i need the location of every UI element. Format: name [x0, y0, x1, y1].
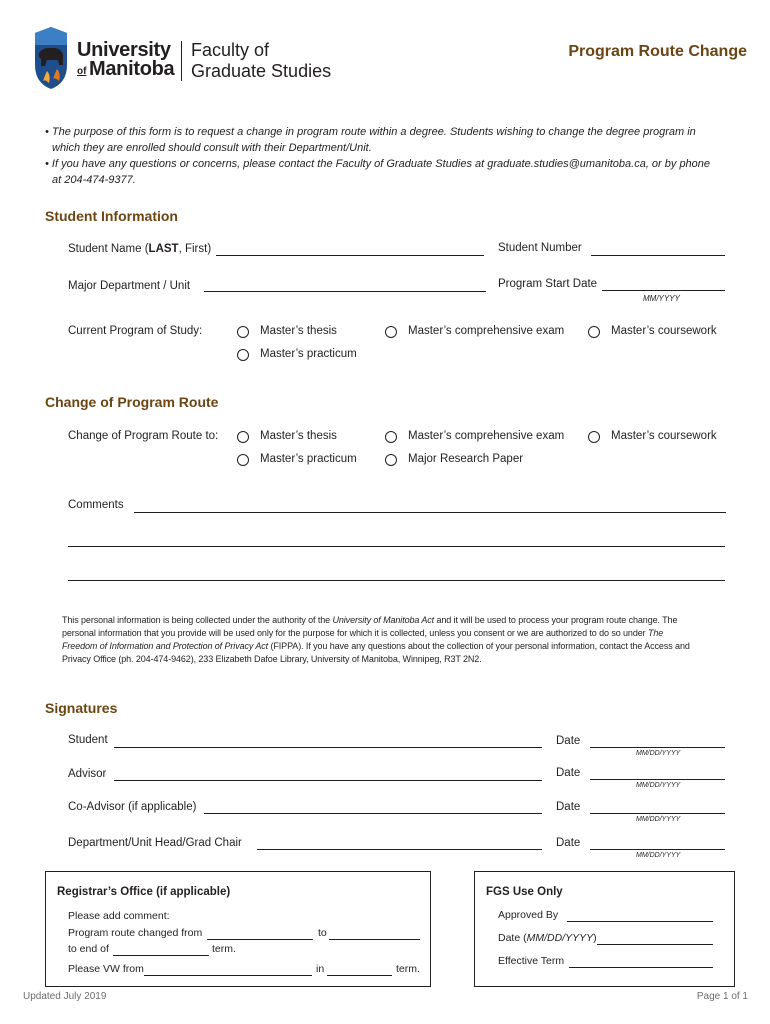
fgs-date-label [498, 932, 597, 944]
sig-coadvisor-label: Co-Advisor (if applicable) [68, 801, 197, 813]
registrar-add-comment: Please add comment: [68, 910, 170, 922]
sig-coadvisor-date-label: Date [556, 801, 581, 813]
logo-divider [181, 41, 182, 81]
start-date-input[interactable] [602, 278, 725, 291]
comments-label: Comments [68, 499, 124, 511]
signatures-heading: Signatures [45, 700, 118, 716]
fgs-date-label-post: ) [593, 932, 597, 944]
registrar-title: Registrar’s Office (if applicable) [57, 886, 231, 898]
student-name-label [68, 243, 211, 255]
sig-advisor-input[interactable] [114, 768, 542, 781]
current-thesis-label: Master’s thesis [260, 325, 337, 337]
comments-line-3[interactable] [68, 568, 725, 581]
faculty-line1: Faculty of [191, 40, 270, 60]
registrar-changed-from-input[interactable] [207, 929, 313, 940]
fgs-effective-term-label: Effective Term [498, 955, 565, 967]
registrar-end-term-input[interactable] [113, 945, 209, 956]
registrar-vw-term-input[interactable] [327, 965, 392, 976]
major-input[interactable] [204, 279, 486, 292]
university-logo [33, 25, 333, 91]
registrar-to-end-of-label: to end of [68, 943, 109, 955]
change-route-label: Change of Program Route to: [68, 430, 219, 442]
registrar-changed-to-input[interactable] [329, 929, 420, 940]
change-mrp-radio[interactable] [385, 454, 397, 466]
sig-head-input[interactable] [257, 837, 542, 850]
current-comprehensive-radio[interactable] [385, 326, 397, 338]
registrar-term-label: term. [212, 943, 236, 955]
intro-bullet-1-cont: which they are enrolled should consult with their Department/Unit. [52, 142, 372, 154]
privacy-notice [62, 614, 732, 666]
registrar-in-label: in [316, 963, 325, 975]
current-practicum-label: Master’s practicum [260, 348, 357, 360]
fgs-approved-by-label: Approved By [498, 909, 559, 921]
change-mrp-label: Major Research Paper [408, 453, 524, 465]
student-number-label: Student Number [498, 242, 582, 254]
privacy-p3: (FIPPA). If you have any questions about the collection of your personal information, contact the Access and [268, 641, 690, 651]
fgs-date-input[interactable] [597, 934, 713, 945]
change-thesis-radio[interactable] [237, 431, 249, 443]
footer-page: Page 1 of 1 [696, 991, 748, 1002]
footer-updated: Updated July 2019 [23, 991, 107, 1002]
change-coursework-radio[interactable] [588, 431, 600, 443]
student-name-label-bold: LAST [148, 243, 179, 255]
registrar-term2-label: term. [396, 963, 420, 975]
fgs-date-label-pre: Date ( [498, 932, 527, 944]
fgs-date-label-italic: MM/DD/YYYY [526, 932, 594, 944]
change-route-heading: Change of Program Route [45, 394, 219, 410]
comments-line-1[interactable] [134, 500, 726, 513]
current-coursework-radio[interactable] [588, 326, 600, 338]
sig-advisor-date-hint: MM/DD/YYYY [636, 782, 681, 789]
registrar-box [45, 871, 431, 987]
change-practicum-radio[interactable] [237, 454, 249, 466]
registrar-vw-label: Please VW from [68, 963, 144, 975]
university-line2-prefix: of [77, 66, 87, 77]
current-practicum-radio[interactable] [237, 349, 249, 361]
privacy-p3-italic: Freedom of Information and Protection of Privacy Act [62, 641, 269, 651]
sig-student-date-input[interactable] [590, 735, 725, 748]
privacy-p4: Privacy Office (ph. 204-474-9462), 233 Elizabeth Dafoe Library, University of Manitoba, Winnipeg, R3T 2N2. [62, 654, 482, 664]
registrar-to-label: to [318, 927, 327, 939]
form-title: Program Route Change [568, 43, 747, 60]
privacy-p1-end: and it will be used to process your program route change. The [434, 615, 678, 625]
start-date-hint: MM/YYYY [643, 294, 680, 303]
student-name-input[interactable] [216, 243, 484, 256]
faculty-line2: Graduate Studies [191, 61, 332, 81]
fgs-title: FGS Use Only [486, 886, 563, 898]
sig-coadvisor-date-hint: MM/DD/YYYY [636, 816, 681, 823]
sig-advisor-date-input[interactable] [590, 767, 725, 780]
current-comprehensive-label: Master’s comprehensive exam [408, 325, 565, 337]
sig-coadvisor-input[interactable] [204, 801, 542, 814]
intro-bullet-2: • If you have any questions or concerns, please contact the Faculty of Graduate Studies at graduate.studies@umanitoba.ca, or by phone [45, 158, 711, 170]
registrar-route-changed-label: Program route changed from [68, 927, 203, 939]
intro-bullet-2-cont: at 204-474-9377. [52, 174, 136, 186]
sig-coadvisor-date-input[interactable] [590, 801, 725, 814]
intro-bullet-1: • The purpose of this form is to request a change in program route within a degree. Students wishing to change the degree program in [45, 126, 696, 138]
comments-line-2[interactable] [68, 534, 725, 547]
university-line2: Manitoba [89, 58, 175, 80]
current-coursework-label: Master’s coursework [611, 325, 717, 337]
privacy-p2: personal information that you provide will be used only for the purpose for which it is collected, unless you consent or we are authorized to do so under [62, 628, 648, 638]
current-program-label: Current Program of Study: [68, 325, 203, 337]
student-number-input[interactable] [591, 243, 725, 256]
sig-head-label: Department/Unit Head/Grad Chair [68, 837, 242, 849]
sig-student-input[interactable] [114, 735, 542, 748]
bison-shield-icon [33, 25, 69, 91]
privacy-p1: This personal information is being collected under the authority of the [62, 615, 333, 625]
sig-student-label: Student [68, 734, 108, 746]
registrar-vw-from-input[interactable] [144, 965, 312, 976]
sig-advisor-date-label: Date [556, 767, 581, 779]
major-label: Major Department / Unit [68, 280, 191, 292]
sig-student-date-hint: MM/DD/YYYY [636, 750, 681, 757]
privacy-p1-italic: University of Manitoba Act [332, 615, 435, 625]
sig-head-date-label: Date [556, 837, 581, 849]
change-comprehensive-label: Master’s comprehensive exam [408, 430, 565, 442]
sig-advisor-label: Advisor [68, 768, 107, 780]
sig-head-date-hint: MM/DD/YYYY [636, 852, 681, 859]
change-thesis-label: Master’s thesis [260, 430, 337, 442]
student-info-heading: Student Information [45, 208, 178, 224]
sig-head-date-input[interactable] [590, 837, 725, 850]
student-name-label-post: , First) [178, 243, 212, 255]
fgs-box [474, 871, 735, 987]
start-date-label: Program Start Date [498, 278, 598, 290]
fgs-effective-term-input[interactable] [569, 957, 713, 968]
student-name-label-pre: Student Name ( [68, 243, 149, 255]
change-coursework-label: Master’s coursework [611, 430, 717, 442]
change-practicum-label: Master’s practicum [260, 453, 357, 465]
change-comprehensive-radio[interactable] [385, 431, 397, 443]
fgs-approved-by-input[interactable] [567, 911, 713, 922]
current-thesis-radio[interactable] [237, 326, 249, 338]
university-line1: University [77, 39, 171, 61]
sig-student-date-label: Date [556, 735, 581, 747]
privacy-p2-italic: The [647, 628, 664, 638]
